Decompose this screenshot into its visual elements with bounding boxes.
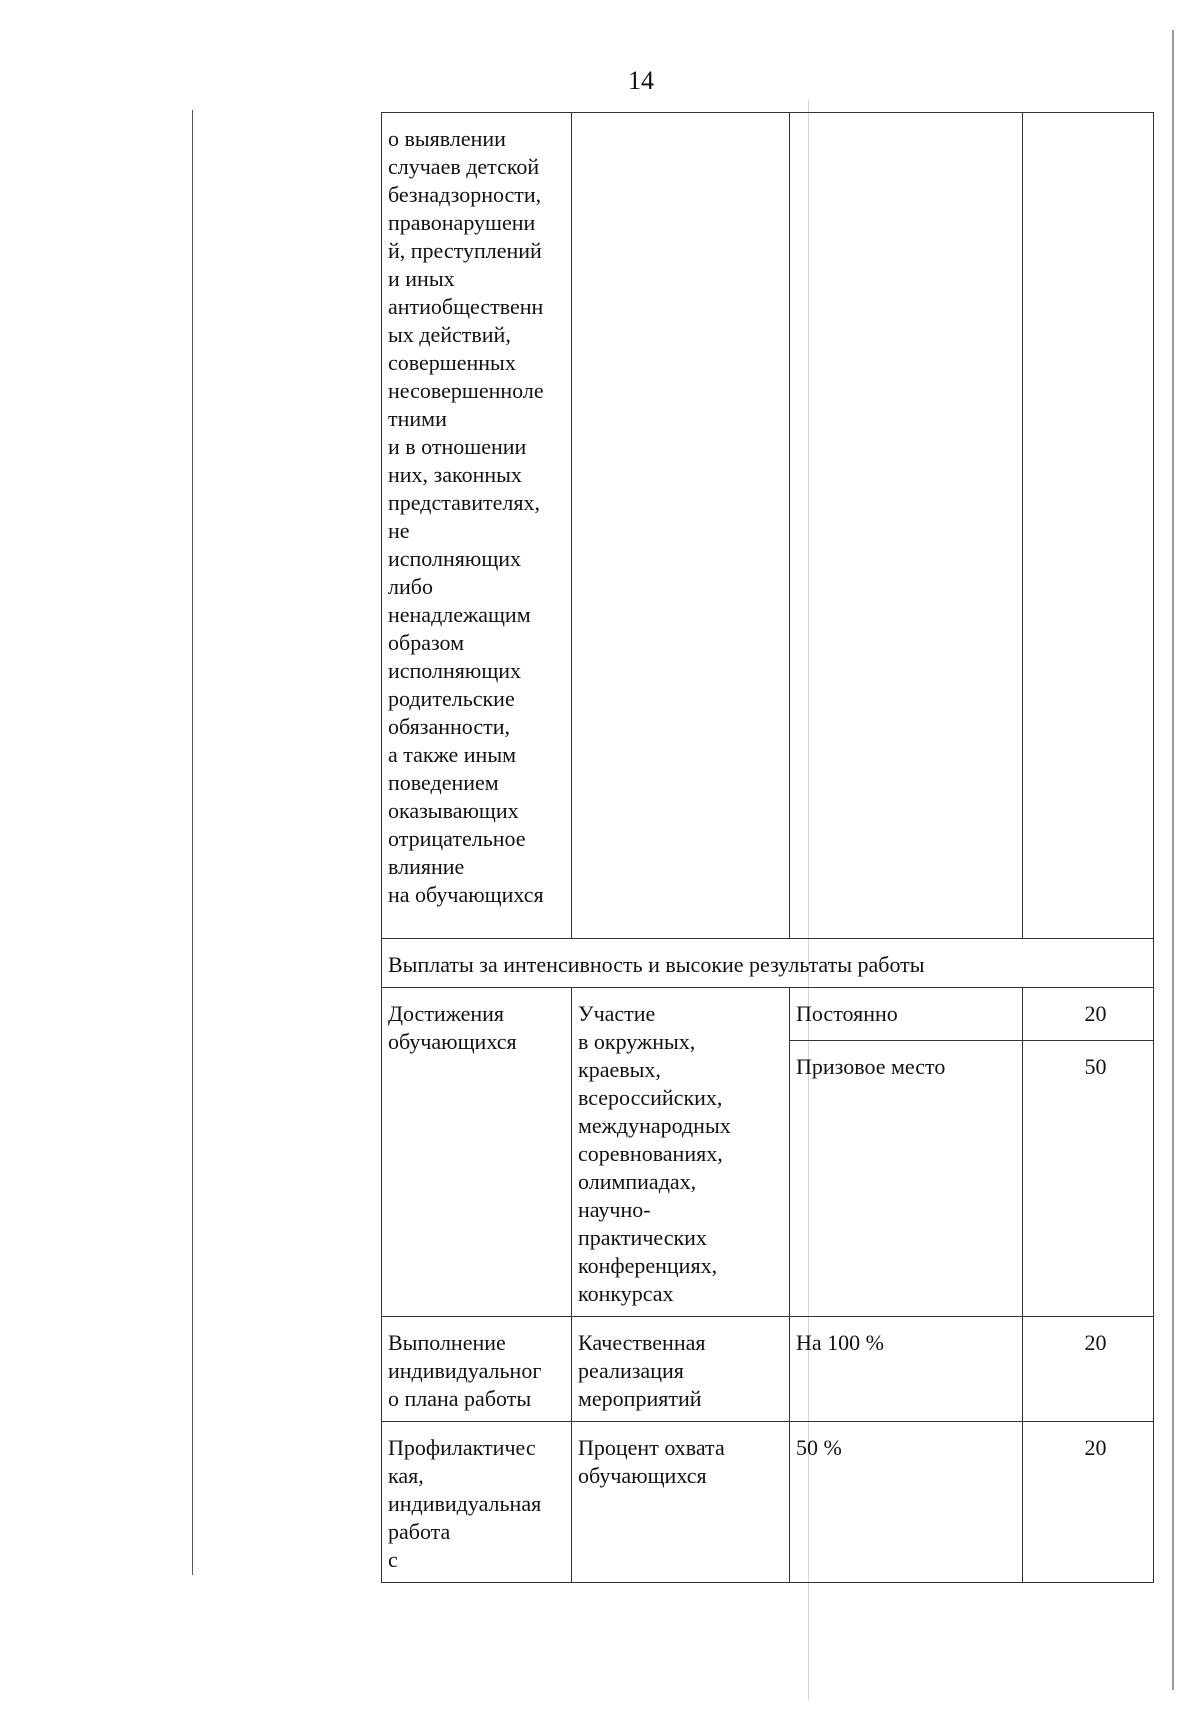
condition-cell: Призовое место bbox=[790, 1040, 1023, 1316]
criterion-cell: о выявлении случаев детской безнадзорности, правонарушени й, преступлений и иных антиобщественн ых действий, совершенных несовершенноле тними и в отношении них, законных представителях, не исполняющих либо ненадлежащим образом исполняющих родительские обязанности, а также иным поведением оказывающих отрицательное влияние на обучающихся bbox=[382, 113, 572, 939]
table-row bbox=[382, 988, 1154, 1041]
table-row bbox=[382, 1422, 1154, 1583]
criterion-cell: Выполнение индивидуальног о плана работы bbox=[382, 1317, 572, 1422]
criterion-cell: Достижения обучающихся bbox=[382, 988, 572, 1317]
points-cell: 20 bbox=[1023, 988, 1154, 1041]
section-header-row bbox=[382, 939, 1154, 988]
condition-cell bbox=[790, 113, 1023, 939]
table-row bbox=[382, 1317, 1154, 1422]
condition-cell: Постоянно bbox=[790, 988, 1023, 1041]
condition-cell: 50 % bbox=[790, 1422, 1023, 1583]
points-cell: 20 bbox=[1023, 1317, 1154, 1422]
page-number: 14 bbox=[628, 66, 654, 95]
indicator-cell: Участие в окружных, краевых, всероссийских, международных соревнованиях, олимпиадах, научно- практических конференциях, конкурсах bbox=[572, 988, 790, 1317]
payments-table bbox=[381, 112, 1154, 1583]
condition-cell: На 100 % bbox=[790, 1317, 1023, 1422]
right-margin-rule bbox=[1172, 30, 1174, 1690]
points-cell: 20 bbox=[1023, 1422, 1154, 1583]
table-row bbox=[382, 113, 1154, 939]
indicator-cell: Качественная реализация мероприятий bbox=[572, 1317, 790, 1422]
points-cell bbox=[1023, 113, 1154, 939]
section-header: Выплаты за интенсивность и высокие результаты работы bbox=[382, 939, 1154, 988]
indicator-cell: Процент охвата обучающихся bbox=[572, 1422, 790, 1583]
points-cell: 50 bbox=[1023, 1040, 1154, 1316]
left-margin-rule bbox=[192, 110, 193, 1575]
criterion-cell: Профилактичес кая, индивидуальная работа с bbox=[382, 1422, 572, 1583]
indicator-cell bbox=[572, 113, 790, 939]
